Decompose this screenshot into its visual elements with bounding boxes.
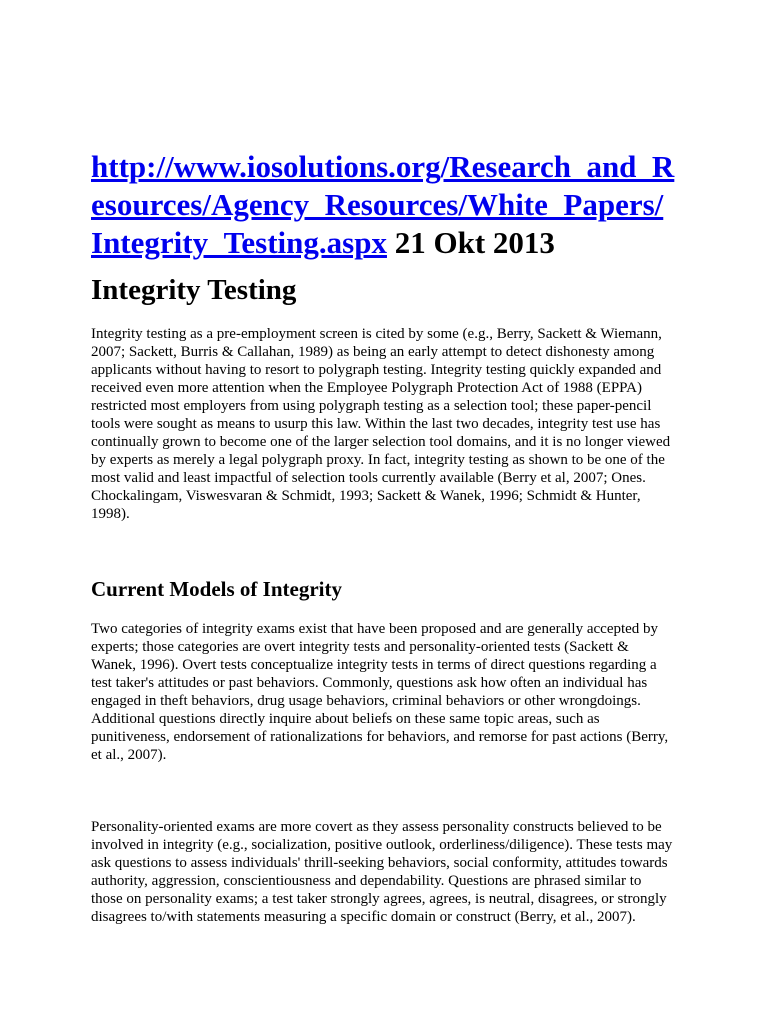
source-citation bbox=[91, 148, 675, 262]
section-heading: Current Models of Integrity bbox=[91, 577, 342, 601]
intro-paragraph: Integrity testing as a pre-employment screen is cited by some (e.g., Berry, Sackett & Wiemann, 2007; Sackett, Burris & Callahan, 1989) as being an early attempt to detect dishonesty among applicants without having to resort to polygraph testing. Integrity testing quickly expanded and received even more attention when the Employee Polygraph Protection Act of 1988 (EPPA) restricted most employers from using polygraph testing as a selection tool; these paper-pencil tools were sought as means to usurp this law. Within the last two decades, integrity test use has continually grown to become one of the larger selection tool domains, and it is no longer viewed by experts as merely a legal polygraph proxy. In fact, integrity testing as shown to be one of the most valid and least impactful of selection tools currently available (Berry et al, 2007; Ones. Chockalingam, Viswesvaran & Schmidt, 1993; Sackett & Wanek, 1996; Schmidt & Hunter, 1998). bbox=[91, 326, 671, 522]
source-date: 21 Okt 2013 bbox=[386, 225, 555, 260]
source-url-link[interactable]: http://www.iosolutions.org/Research_and_Resources/Agency_Resources/White_Papers/Integrity_Testing.aspx bbox=[91, 149, 675, 260]
personality-tests-paragraph: Personality-oriented exams are more covert as they assess personality constructs believed to be involved in integrity (e.g., socialization, positive outlook, orderliness/diligence). These tests may ask questions to assess individuals' thrill-seeking behaviors, social conformity, attitudes towards authority, aggression, conscientiousness and dependability. Questions are phrased similar to those on personality exams; a test taker strongly agrees, agrees, is neutral, disagrees, or strongly disagrees to/with statements measuring a specific domain or construct (Berry, et al., 2007). bbox=[91, 819, 673, 925]
overt-tests-paragraph: Two categories of integrity exams exist that have been proposed and are generally accepted by experts; those categories are overt integrity tests and personality-oriented tests (Sackett & Wanek, 1996). Overt tests conceptualize integrity tests in terms of direct questions regarding a test taker's attitudes or past behaviors. Commonly, questions ask how often an individual has engaged in theft behaviors, drug usage behaviors, criminal behaviors or other wrongdoings. Additional questions directly inquire about beliefs on these same topic areas, such as punitiveness, endorsement of rationalizations for behaviors, and remorse for past actions (Berry, et al., 2007). bbox=[91, 621, 669, 763]
page-title: Integrity Testing bbox=[91, 274, 297, 306]
